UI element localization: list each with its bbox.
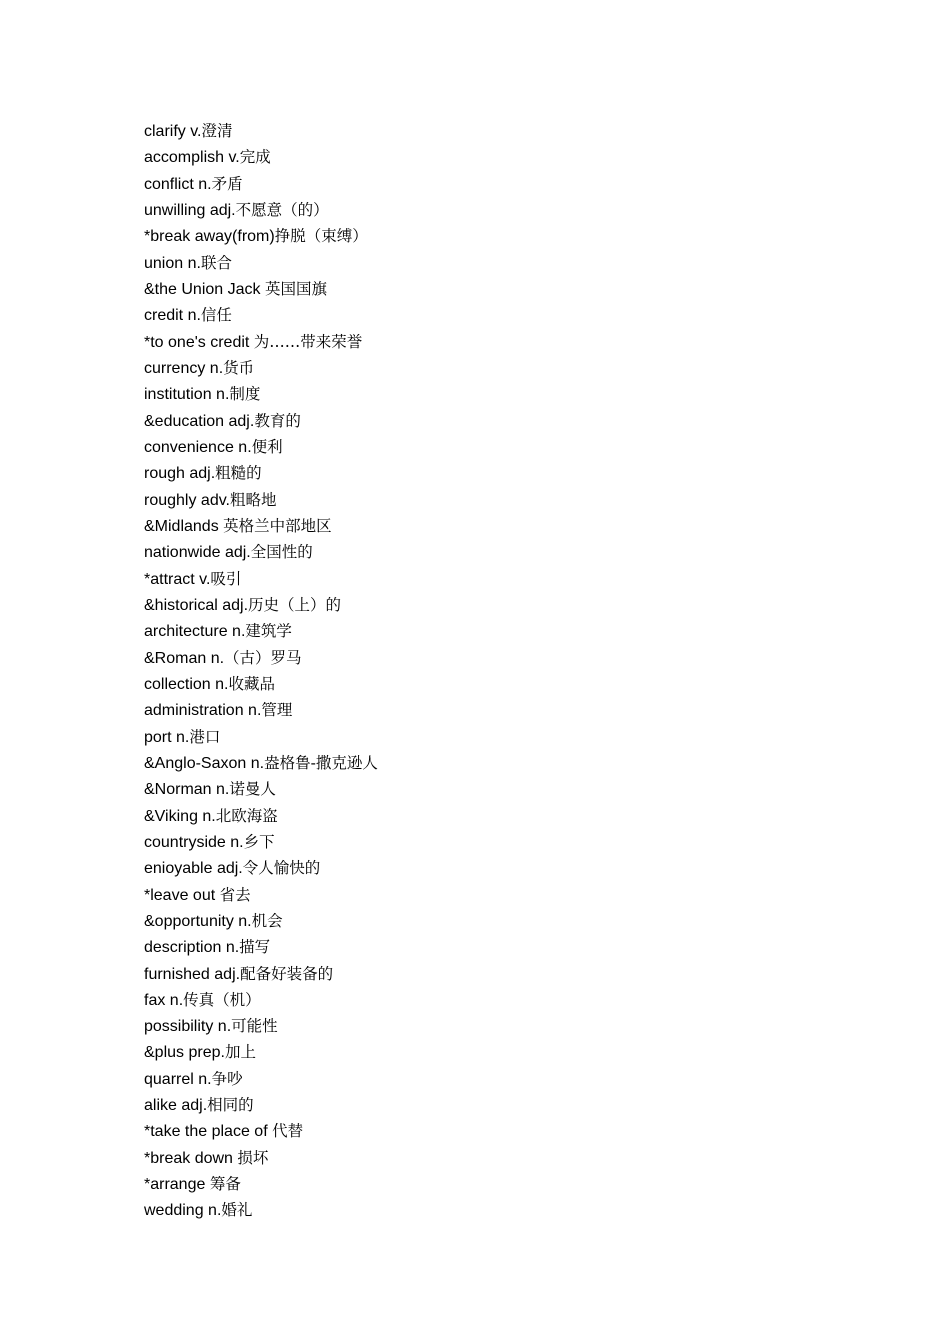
entry-word: *attract v.: [144, 570, 211, 588]
entry-translation: 联合: [200, 253, 232, 272]
vocabulary-entry: [144, 882, 378, 908]
entry-translation: 筹备: [209, 1175, 241, 1194]
vocabulary-entry: [144, 223, 378, 249]
entry-word: nationwide adj.: [144, 544, 251, 562]
entry-word: administration n.: [144, 702, 262, 720]
entry-word: description n.: [144, 939, 240, 957]
entry-word: &opportunity n.: [144, 912, 252, 930]
entry-word: &Norman n.: [144, 781, 230, 799]
entry-translation: 港口: [189, 727, 221, 746]
vocabulary-entry: [144, 803, 378, 829]
entry-word: countryside n.: [144, 833, 244, 851]
vocabulary-entry: [144, 855, 378, 881]
entry-translation: 婚礼: [221, 1201, 253, 1220]
vocabulary-entry: [144, 908, 378, 934]
entry-word: convenience n.: [144, 438, 252, 456]
entry-translation: 完成: [239, 148, 271, 167]
entry-translation: 盎格鲁-撒克逊人: [264, 753, 378, 772]
vocabulary-entry: [144, 750, 378, 776]
vocabulary-list: [144, 118, 378, 1224]
entry-word: &Midlands: [144, 517, 224, 535]
entry-translation: （古）罗马: [224, 648, 302, 667]
entry-word: enioyable adj.: [144, 860, 243, 878]
entry-translation: 收藏品: [228, 674, 276, 693]
entry-word: currency n.: [144, 359, 224, 377]
vocabulary-entry: [144, 355, 378, 381]
entry-word: *leave out: [144, 886, 220, 904]
vocabulary-entry: [144, 329, 378, 355]
entry-translation: 代替: [272, 1122, 304, 1141]
entry-word: *take the place of: [144, 1123, 273, 1141]
vocabulary-entry: [144, 1197, 378, 1223]
entry-translation: 加上: [224, 1043, 256, 1062]
entry-translation: 历史（上）的: [248, 595, 342, 614]
entry-word: roughly adv.: [144, 491, 230, 509]
entry-word: &the Union Jack: [144, 280, 265, 298]
vocabulary-entry: [144, 1092, 378, 1118]
vocabulary-entry: [144, 724, 378, 750]
entry-word: &education adj.: [144, 412, 255, 430]
vocabulary-entry: [144, 671, 378, 697]
entry-translation: 北欧海盗: [215, 806, 278, 825]
entry-word: *break away(from): [144, 228, 275, 246]
vocabulary-entry: [144, 381, 378, 407]
vocabulary-entry: [144, 171, 378, 197]
entry-word: *to one's credit: [144, 333, 254, 351]
entry-translation: 信任: [200, 306, 232, 325]
vocabulary-entry: [144, 566, 378, 592]
vocabulary-entry: [144, 645, 378, 671]
entry-word: possibility n.: [144, 1018, 232, 1036]
entry-translation: 矛盾: [211, 174, 243, 193]
vocabulary-entry: [144, 1066, 378, 1092]
entry-word: fax n.: [144, 991, 184, 1009]
entry-word: accomplish v.: [144, 149, 240, 167]
entry-translation: 为……带来荣誉: [253, 332, 363, 351]
vocabulary-entry: [144, 513, 378, 539]
vocabulary-entry: [144, 618, 378, 644]
entry-word: &historical adj.: [144, 596, 249, 614]
entry-translation: 全国性的: [250, 543, 313, 562]
entry-translation: 制度: [229, 385, 261, 404]
entry-word: alike adj.: [144, 1097, 208, 1115]
entry-word: institution n.: [144, 386, 230, 404]
vocabulary-entry: [144, 1013, 378, 1039]
entry-translation: 相同的: [207, 1096, 254, 1115]
entry-word: union n.: [144, 254, 201, 272]
vocabulary-entry: [144, 1145, 378, 1171]
entry-translation: 传真（机）: [183, 990, 261, 1009]
vocabulary-entry: [144, 144, 378, 170]
entry-word: conflict n.: [144, 175, 212, 193]
vocabulary-entry: [144, 118, 378, 144]
vocabulary-entry: [144, 250, 378, 276]
entry-word: *arrange: [144, 1176, 210, 1194]
entry-word: &Anglo-Saxon n.: [144, 754, 265, 772]
vocabulary-entry: [144, 1171, 378, 1197]
entry-word: furnished adj.: [144, 965, 241, 983]
entry-word: collection n.: [144, 675, 229, 693]
entry-translation: 澄清: [201, 122, 233, 140]
entry-translation: 配备好装备的: [240, 964, 334, 983]
entry-word: port n.: [144, 728, 190, 746]
entry-word: architecture n.: [144, 623, 246, 641]
vocabulary-entry: [144, 276, 378, 302]
entry-translation: 管理: [261, 701, 293, 720]
entry-translation: 可能性: [231, 1017, 278, 1036]
entry-translation: 机会: [251, 911, 283, 930]
vocabulary-entry: [144, 1118, 378, 1144]
entry-translation: 诺曼人: [229, 780, 276, 799]
entry-translation: 损坏: [237, 1148, 269, 1167]
vocabulary-entry: [144, 460, 378, 486]
vocabulary-entry: [144, 697, 378, 723]
entry-word: &Viking n.: [144, 807, 216, 825]
vocabulary-entry: [144, 302, 378, 328]
entry-word: clarify v.: [144, 123, 202, 140]
entry-word: &Roman n.: [144, 649, 225, 667]
vocabulary-entry: [144, 592, 378, 618]
entry-translation: 英格兰中部地区: [223, 516, 332, 535]
entry-translation: 建筑学: [245, 622, 292, 641]
entry-translation: 不愿意（的）: [235, 200, 329, 219]
entry-word: *break down: [144, 1149, 238, 1167]
entry-translation: 货币: [223, 358, 255, 377]
vocabulary-entry: [144, 776, 378, 802]
entry-translation: 教育的: [254, 411, 301, 430]
entry-translation: 吸引: [210, 569, 242, 588]
entry-translation: 挣脱（束缚）: [274, 227, 368, 246]
vocabulary-entry: [144, 1039, 378, 1065]
entry-word: &plus prep.: [144, 1044, 225, 1062]
entry-word: quarrel n.: [144, 1070, 212, 1088]
entry-word: rough adj.: [144, 465, 216, 483]
entry-translation: 便利: [251, 437, 283, 456]
vocabulary-entry: [144, 987, 378, 1013]
entry-translation: 乡下: [243, 832, 275, 851]
entry-translation: 争吵: [211, 1069, 243, 1088]
vocabulary-entry: [144, 539, 378, 565]
vocabulary-entry: [144, 487, 378, 513]
vocabulary-entry: [144, 934, 378, 960]
vocabulary-entry: [144, 961, 378, 987]
entry-translation: 令人愉快的: [242, 859, 321, 878]
entry-translation: 粗糙的: [215, 464, 262, 483]
entry-translation: 省去: [219, 885, 251, 904]
entry-translation: 粗略地: [229, 490, 277, 509]
entry-translation: 英国国旗: [264, 279, 327, 298]
entry-word: credit n.: [144, 307, 201, 325]
entry-word: unwilling adj.: [144, 201, 236, 219]
entry-word: wedding n.: [144, 1202, 222, 1220]
vocabulary-entry: [144, 408, 378, 434]
entry-translation: 描写: [239, 938, 271, 957]
vocabulary-entry: [144, 197, 378, 223]
vocabulary-entry: [144, 434, 378, 460]
vocabulary-entry: [144, 829, 378, 855]
